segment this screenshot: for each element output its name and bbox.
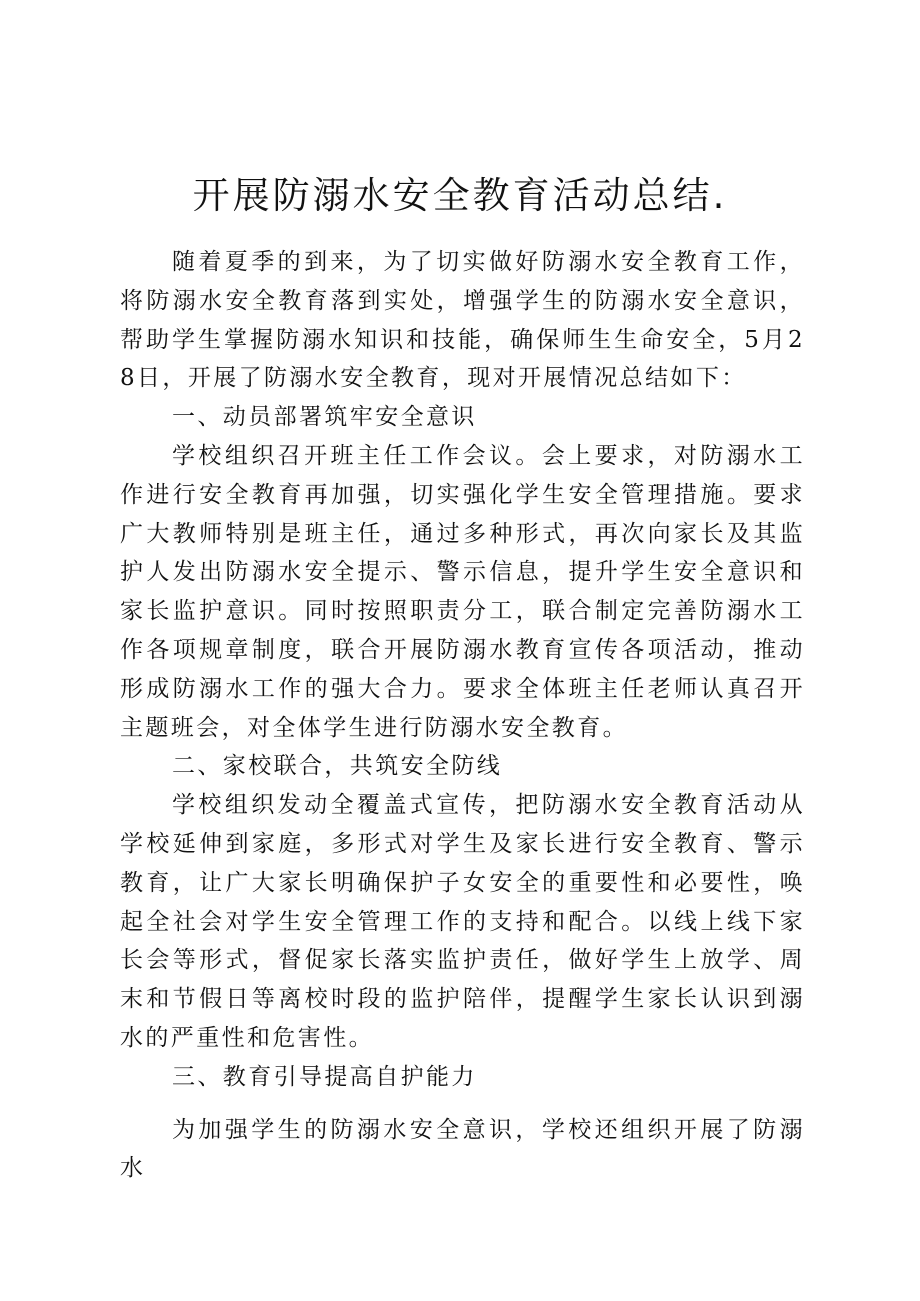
section-heading-1: 一、动员部署筑牢安全意识 [172, 404, 477, 431]
section-2-paragraph: 学校组织发动全覆盖式宣传，把防溺水安全教育活动从学校延伸到家庭，多形式对学生及家长进行安全教育、警示教育，让广大家长明确保护子女安全的重要性和必要性，唤起全社会对学生安全管理工作的支持和配合。以线上线下家长会等形式，督促家长落实监护责任，做好学生上放学、周末和节假日等离校时段的监护陪伴，提醒学生家长认识到溺水的严重性和危害性。 [120, 792, 805, 1051]
intro-paragraph: 随着夏季的到来，为了切实做好防溺水安全教育工作，将防溺水安全教育落到实处，增强学生的防溺水安全意识，帮助学生掌握防溺水知识和技能，确保师生生命安全，5月28日，开展了防溺水安全教育，现对开展情况总结如下： [120, 249, 805, 392]
section-1-paragraph: 学校组织召开班主任工作会议。会上要求，对防溺水工作进行安全教育再加强，切实强化学生安全管理措施。要求广大教师特别是班主任，通过多种形式，再次向家长及其监护人发出防溺水安全提示、警示信息，提升学生安全意识和家长监护意识。同时按照职责分工，联合制定完善防溺水工作各项规章制度，联合开展防溺水教育宣传各项活动，推动形成防溺水工作的强大合力。要求全体班主任老师认真召开主题班会，对全体学生进行防溺水安全教育。 [120, 442, 805, 741]
section-heading-3: 三、教育引导提高自护能力 [172, 1063, 477, 1090]
section-heading-2: 二、家校联合，共筑安全防线 [172, 753, 503, 780]
document-title: 开展防溺水安全教育活动总结. [192, 174, 728, 217]
section-3-paragraph: 为加强学生的防溺水安全意识，学校还组织开展了防溺水 [120, 1116, 805, 1182]
document-body [120, 243, 805, 1188]
